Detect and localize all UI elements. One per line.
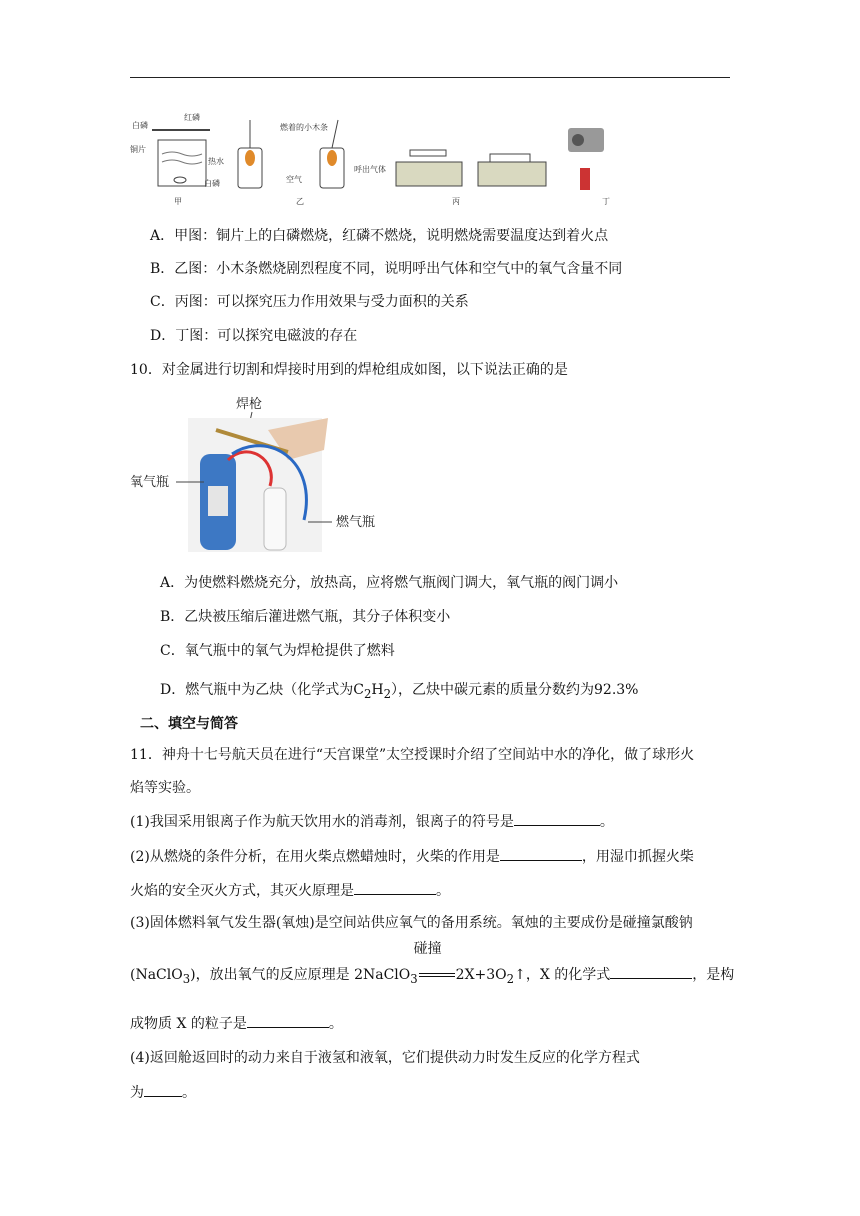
q11-part2-line2: 火焰的安全灭火方式，其灭火原理是 。 [130,880,450,901]
q9-figure [128,110,618,210]
q11-part3-line2: (NaClO$_3$)，放出氧气的反应原理是 2NaClO$_3$ 碰撞 $2X+3O_2↑$，X 的化学式 ，是构 [130,941,735,986]
q9-option-d: D．丁图：可以探究电磁波的存在 [150,328,358,344]
q11-stem-line2: 焰等实验。 [130,780,200,796]
q11-part3-line3: 成物质 X 的粒子是 。 [130,1013,343,1034]
svg-text:白磷: 白磷 [132,121,148,130]
svg-text:空气: 空气 [286,175,302,184]
svg-text:乙: 乙 [296,197,304,206]
q9-option-c: C．丙图：可以探究压力作用效果与受力面积的关系 [150,294,469,310]
svg-text:焊枪: 焊枪 [236,397,263,412]
answer-blank[interactable] [247,1013,329,1028]
q10-option-c: C．氧气瓶中的氧气为焊枪提供了燃料 [160,643,395,659]
svg-text:燃着的小木条: 燃着的小木条 [280,123,328,132]
answer-blank[interactable] [144,1082,182,1097]
q9-option-a: A．甲图：铜片上的白磷燃烧，红磷不燃烧，说明燃烧需要温度达到着火点 [150,228,609,244]
q11-part2-line1: (2)从燃烧的条件分析，在用火柴点燃蜡烛时，火柴的作用是 ，用湿巾抓握火柴 [130,846,694,867]
q10-figure [128,390,398,558]
svg-text:白磷: 白磷 [204,179,220,188]
answer-blank[interactable] [354,880,436,895]
answer-blank[interactable] [514,811,600,826]
q11-stem-line1: 11．神舟十七号航天员在进行“天宫课堂”太空授课时介绍了空间站中水的净化，做了球形火 [130,747,695,763]
svg-text:丙: 丙 [452,197,460,206]
q11-part4-line1: (4)返回舱返回时的动力来自于液氢和液氧，它们提供动力时发生反应的化学方程式 [130,1050,640,1066]
svg-text:铜片: 铜片 [130,145,146,154]
svg-text:呼出气体: 呼出气体 [354,165,386,174]
svg-text:热水: 热水 [208,157,224,166]
q10-stem: 10．对金属进行切割和焊接时用到的焊枪组成如图，以下说法正确的是 [130,362,568,378]
q9-option-b: B．乙图：小木条燃烧剧烈程度不同，说明呼出气体和空气中的氧气含量不同 [150,261,623,277]
svg-text:燃气瓶: 燃气瓶 [336,515,376,530]
svg-text:甲: 甲 [174,197,182,206]
q11-part1: (1)我国采用银离子作为航天饮用水的消毒剂，银离子的符号是 。 [130,811,614,832]
header-rule [130,77,730,78]
answer-blank[interactable] [610,964,692,979]
svg-text:丁: 丁 [602,197,610,206]
figure-bing [396,150,546,206]
q10-option-a: A．为使燃料燃烧充分，放热高，应将燃气瓶阀门调大，氧气瓶的阀门调小 [160,575,619,591]
q10-option-d: D．燃气瓶中为乙炔（化学式为$C_2H_2$），乙炔中碳元素的质量分数约为92.3% [160,682,639,701]
figure-yi [238,120,386,206]
figure-jia [130,112,224,206]
figure-ding [568,128,610,206]
q11-part3-line1: (3)固体燃料氧气发生器(氧烛)是空间站供应氧气的备用系统。氧烛的主要成份是碰撞氯酸钠 [130,915,693,931]
section-title: 二、填空与简答 [140,716,238,732]
svg-text:氧气瓶: 氧气瓶 [130,475,170,490]
q10-option-b: B．乙炔被压缩后灌进燃气瓶，其分子体积变小 [160,609,451,625]
answer-blank[interactable] [500,846,582,861]
q11-part4-line2: 为 。 [130,1082,196,1103]
svg-text:红磷: 红磷 [184,113,200,122]
reaction-condition: 碰撞 [418,965,456,985]
